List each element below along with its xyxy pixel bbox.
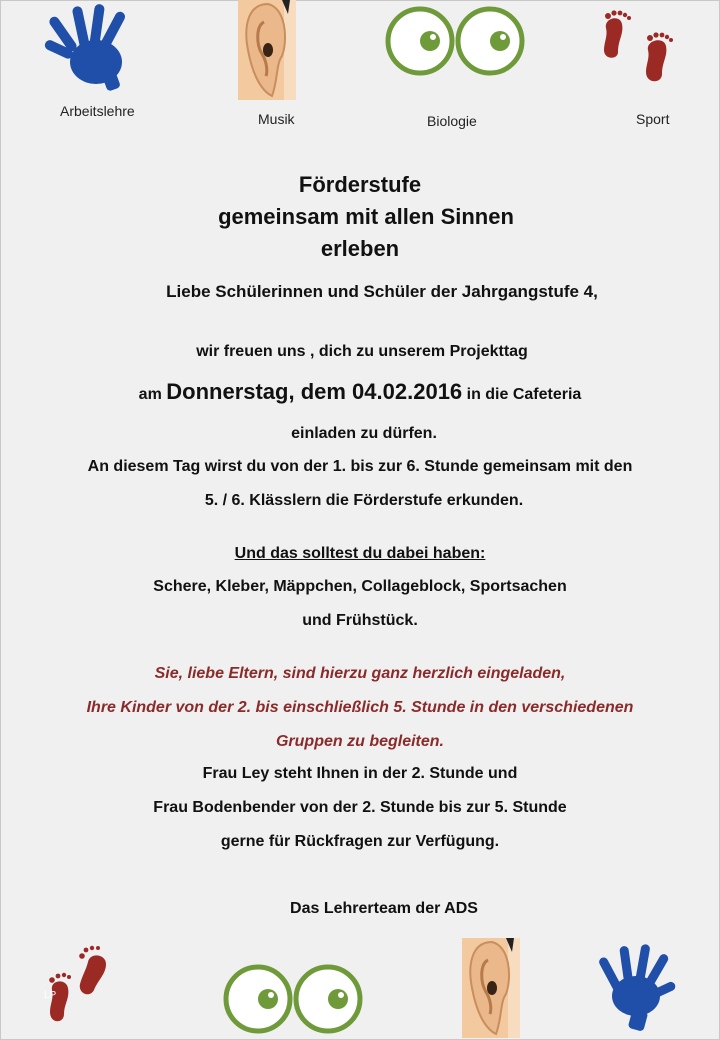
bring-heading: Und das solltest du dabei haben: [234,545,486,562]
label-musik: Musik [258,111,295,127]
date-prefix: am [138,386,167,403]
invite-end: einladen zu dürfen. [291,425,437,442]
ear-icon [238,0,296,100]
footprints-icon-bottom [38,944,120,1026]
date-line [0,379,720,405]
eyes-icon [384,4,526,78]
hand-icon [38,4,138,94]
bring-line-1: Schere, Kleber, Mäppchen, Collageblock, Sportsachen [153,578,567,595]
contact-line-1: Frau Ley steht Ihnen in der 2. Stunde und [202,765,518,782]
bring-line-2: und Frühstück. [302,612,418,629]
invite-text: wir freuen uns , dich zu unserem Projekttag [196,343,528,360]
parents-line-2: Ihre Kinder von der 2. bis einschließlich 5. Stunde in den verschiedenen [86,699,634,716]
date-suffix: in die Cafeteria [462,386,582,403]
parents-line-3: Gruppen zu begleiten. [275,733,444,750]
signature: Das Lehrerteam der ADS [290,900,478,917]
day-line-2: 5. / 6. Klässlern die Förderstufe erkunden. [204,492,524,509]
title-line-1: Förderstufe [298,172,422,197]
date-main: Donnerstag, dem 04.02.2016 [166,379,463,404]
day-line-1: An diesem Tag wirst du von der 1. bis zur 6. Stunde gemeinsam mit den [87,458,633,475]
corner-mark: LP [44,990,57,1001]
title-line-2: gemeinsam mit allen Sinnen [218,204,514,229]
greeting: Liebe Schülerinnen und Schüler der Jahrgangstufe 4, [166,282,598,301]
parents-line-1: Sie, liebe Eltern, sind hierzu ganz herzlich eingeladen, [154,665,566,682]
eyes-icon-bottom [222,962,364,1036]
contact-line-3: gerne für Rückfragen zur Verfügung. [220,833,500,850]
title-line-3: erleben [320,236,400,261]
contact-line-2: Frau Bodenbender von der 2. Stunde bis zur 5. Stunde [153,799,567,816]
ear-icon-bottom [462,938,520,1038]
label-biologie: Biologie [427,113,477,129]
label-arbeitslehre: Arbeitslehre [60,103,135,119]
hand-icon-bottom [596,942,680,1034]
label-sport: Sport [636,111,670,127]
footprints-icon [594,6,684,90]
